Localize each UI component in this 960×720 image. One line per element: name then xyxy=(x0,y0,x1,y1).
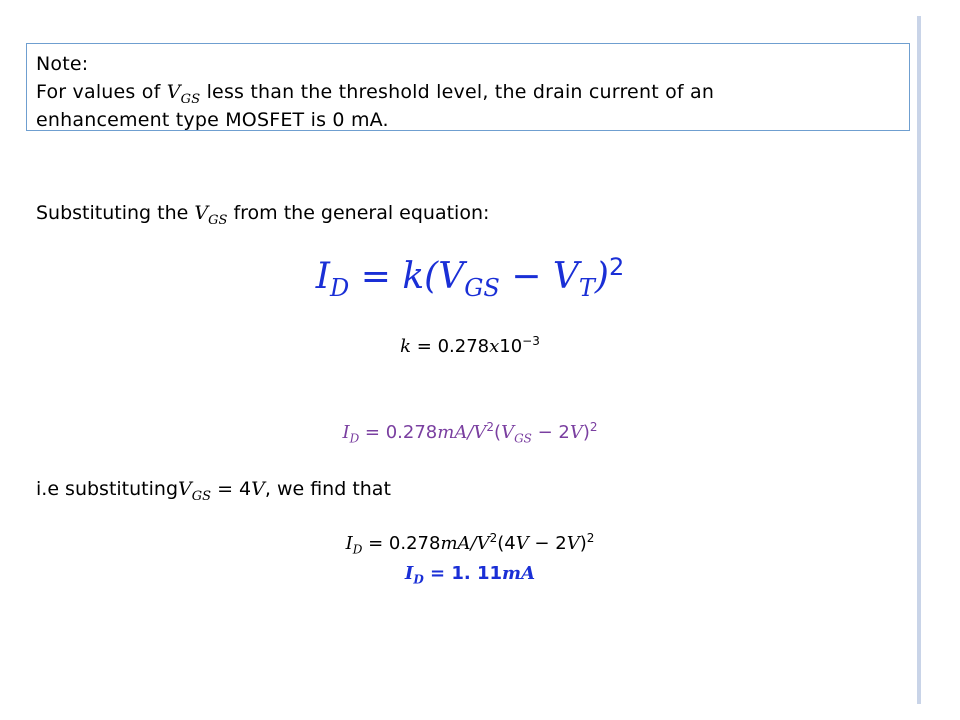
note-heading: Note: xyxy=(36,53,89,75)
main-equation: $I_D = k(V_{GS} - V_T)^2$ xyxy=(315,253,625,303)
note-box xyxy=(26,43,910,131)
vgs-symbol: $V_{GS}$ xyxy=(178,478,212,504)
vgs-symbol: $V_{GS}$ xyxy=(194,202,228,228)
substituted-equation: $I_D = 0.278mA/V^2(4V - 2V)^2$ xyxy=(345,531,595,557)
slide-right-border xyxy=(917,16,921,704)
purple-equation: $I_D = 0.278mA/V^2(V_{GS} - 2V)^2$ xyxy=(342,420,598,446)
result-equation: $I_D = 1$. 11mA xyxy=(404,563,536,587)
vgs-symbol: $V_{GS}$ xyxy=(166,81,201,107)
note-line-1: For values of $V_{GS}$ less than the threshold level, the drain current of an xyxy=(36,81,715,107)
note-line-2: enhancement type MOSFET is 0 mA. xyxy=(36,109,389,131)
ie-line: i.e substitutingV$_{GS}$ = 4V, we find that xyxy=(36,478,391,504)
k-equation: $k = 0.278x10^{-3}$ xyxy=(400,334,540,357)
substitute-line: Substituting the $V_{GS}$ from the general equation: xyxy=(36,202,490,228)
